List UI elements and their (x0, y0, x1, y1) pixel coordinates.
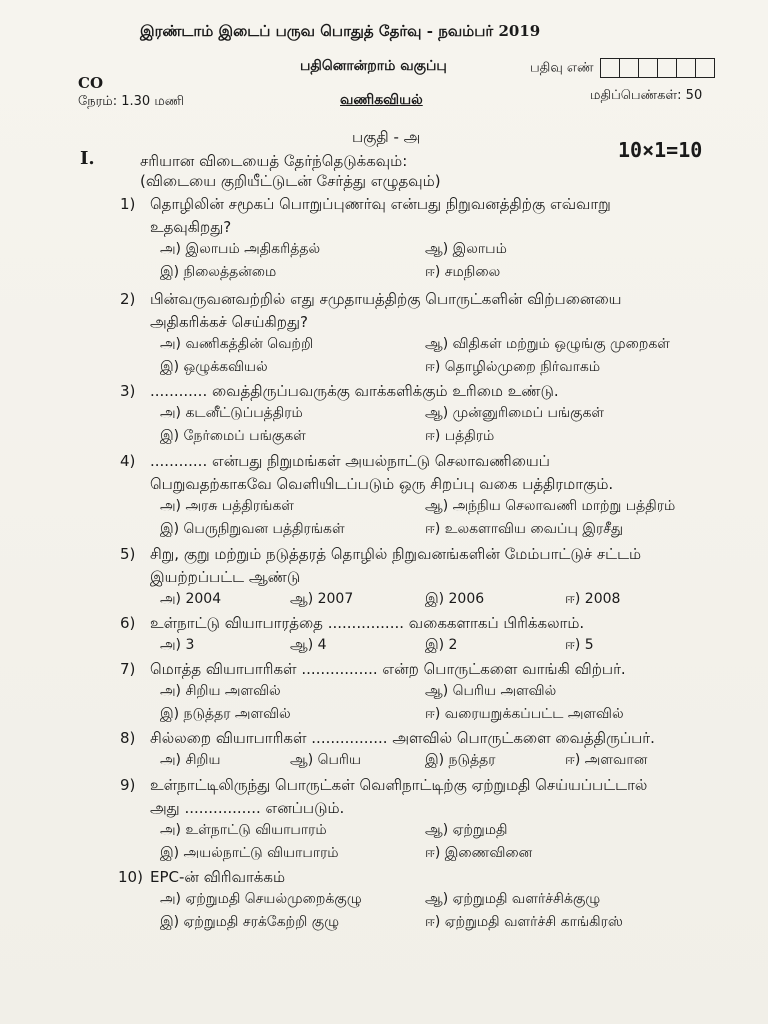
question-9-text-cont: அது ................ எனப்படும். (150, 799, 345, 817)
question-6-option-b: ஆ) 4 (290, 637, 327, 653)
question-5-text-cont: இயற்றப்பட்ட ஆண்டு (150, 568, 301, 586)
question-6-number: 6) (120, 614, 136, 632)
class-label: பதினொன்றாம் வகுப்பு (300, 58, 447, 74)
question-6-option-a: அ) 3 (160, 637, 195, 653)
question-2-option-d: ஈ) தொழில்முறை நிர்வாகம் (425, 359, 601, 375)
question-3-number: 3) (120, 382, 136, 400)
question-3-option-d: ஈ) பத்திரம் (425, 428, 495, 444)
question-6-option-c: இ) 2 (425, 637, 458, 653)
question-7-option-c: இ) நடுத்தர அளவில் (160, 706, 291, 722)
question-4-option-a: அ) அரசு பத்திரங்கள் (160, 498, 294, 514)
question-2-option-b: ஆ) விதிகள் மற்றும் ஒழுங்கு முறைகள் (425, 336, 670, 352)
question-2-text-cont: அதிகரிக்கச் செய்கிறது? (150, 313, 308, 331)
question-9-option-b: ஆ) ஏற்றுமதி (425, 822, 508, 838)
question-3-option-b: ஆ) முன்னுரிமைப் பங்குகள் (425, 405, 605, 421)
question-9-number: 9) (120, 776, 136, 794)
question-4-option-c: இ) பெருநிறுவன பத்திரங்கள் (160, 521, 345, 537)
question-5-option-b: ஆ) 2007 (290, 591, 354, 607)
register-boxes (600, 58, 715, 78)
question-10-text: EPC-ன் விரிவாக்கம் (150, 868, 286, 886)
instruction-line-1: சரியான விடையைத் தேர்ந்தெடுக்கவும்: (140, 152, 408, 170)
question-2-option-c: இ) ஒழுக்கவியல் (160, 359, 268, 375)
question-4-text: ............ என்பது நிறுமங்கள் அயல்நாட்டு செலாவணியைப் (150, 452, 550, 470)
exam-title: இரண்டாம் இடைப் பருவ பொதுத் தேர்வு - நவம்பர் 2019 (140, 22, 541, 40)
register-number-field (530, 58, 715, 78)
question-8-option-d: ஈ) அளவான (565, 752, 648, 768)
question-2-number: 2) (120, 290, 136, 308)
section-roman-number: I. (80, 148, 95, 169)
question-5-option-c: இ) 2006 (425, 591, 485, 607)
question-10-option-d: ஈ) ஏற்றுமதி வளர்ச்சி காங்கிரஸ் (425, 914, 623, 930)
question-1-option-c: இ) நிலைத்தன்மை (160, 264, 277, 280)
question-10-number: 10) (118, 868, 143, 886)
register-label: பதிவு எண் (530, 60, 594, 76)
question-5-option-a: அ) 2004 (160, 591, 222, 607)
question-2-text: பின்வருவனவற்றில் எது சமுதாயத்திற்கு பொருட்களின் விற்பனையை (150, 290, 622, 308)
question-8-number: 8) (120, 729, 136, 747)
question-7-number: 7) (120, 660, 136, 678)
subject-label: வணிகவியல் (340, 92, 423, 108)
question-1-option-d: ஈ) சமநிலை (425, 264, 501, 280)
question-1-text: தொழிலின் சமூகப் பொறுப்புணர்வு என்பது நிறுவனத்திற்கு எவ்வாறு (150, 195, 611, 213)
question-5-option-d: ஈ) 2008 (565, 591, 621, 607)
question-5-number: 5) (120, 545, 136, 563)
question-10-option-b: ஆ) ஏற்றுமதி வளர்ச்சிக்குழு (425, 891, 601, 907)
question-4-option-b: ஆ) அந்நிய செலாவணி மாற்று பத்திரம் (425, 498, 676, 514)
instruction-line-2: (விடையை குறியீட்டுடன் சேர்த்து எழுதவும்) (140, 172, 441, 190)
paper-code: CO (78, 74, 104, 92)
question-4-text-cont: பெறுவதற்காகவே வெளியிடப்படும் ஒரு சிறப்பு வகை பத்திரமாகும். (150, 475, 614, 493)
question-5-text: சிறு, குறு மற்றும் நடுத்தரத் தொழில் நிறுவனங்களின் மேம்பாட்டுச் சட்டம் (150, 545, 642, 563)
question-8-option-c: இ) நடுத்தர (425, 752, 496, 768)
question-3-option-c: இ) நேர்மைப் பங்குகள் (160, 428, 306, 444)
question-1-number: 1) (120, 195, 136, 213)
question-7-option-a: அ) சிறிய அளவில் (160, 683, 281, 699)
section-title: பகுதி - அ (352, 128, 421, 146)
question-8-option-b: ஆ) பெரிய (290, 752, 362, 768)
question-9-option-c: இ) அயல்நாட்டு வியாபாரம் (160, 845, 339, 861)
question-1-option-a: அ) இலாபம் அதிகரித்தல் (160, 241, 321, 257)
question-7-option-b: ஆ) பெரிய அளவில் (425, 683, 557, 699)
question-6-option-d: ஈ) 5 (565, 637, 594, 653)
time-label: நேரம்: 1.30 மணி (78, 94, 185, 109)
question-1-text-cont: உதவுகிறது? (150, 218, 232, 236)
question-4-option-d: ஈ) உலகளாவிய வைப்பு இரசீது (425, 521, 624, 537)
question-2-option-a: அ) வணிகத்தின் வெற்றி (160, 336, 314, 352)
question-9-option-a: அ) உள்நாட்டு வியாபாரம் (160, 822, 327, 838)
question-7-option-d: ஈ) வரையறுக்கப்பட்ட அளவில் (425, 706, 624, 722)
question-3-option-a: அ) கடனீட்டுப்பத்திரம் (160, 405, 303, 421)
question-1-option-b: ஆ) இலாபம் (425, 241, 507, 257)
question-10-option-c: இ) ஏற்றுமதி சரக்கேற்றி குழு (160, 914, 340, 930)
question-8-option-a: அ) சிறிய (160, 752, 221, 768)
question-4-number: 4) (120, 452, 136, 470)
max-marks: மதிப்பெண்கள்: 50 (590, 88, 703, 103)
question-7-text: மொத்த வியாபாரிகள் ................ என்ற பொருட்களை வாங்கி விற்பர். (150, 660, 626, 678)
question-6-text: உள்நாட்டு வியாபாரத்தை ................ வகைகளாகப் பிரிக்கலாம். (150, 614, 585, 632)
question-8-text: சில்லறை வியாபாரிகள் ................ அளவில் பொருட்களை வைத்திருப்பர். (150, 729, 655, 747)
question-3-text: ............ வைத்திருப்பவருக்கு வாக்களிக்கும் உரிமை உண்டு. (150, 382, 559, 400)
question-9-option-d: ஈ) இணைவினை (425, 845, 533, 861)
section-marks: 10×1=10 (618, 138, 703, 162)
question-10-option-a: அ) ஏற்றுமதி செயல்முறைக்குழு (160, 891, 362, 907)
question-9-text: உள்நாட்டிலிருந்து பொருட்கள் வெளிநாட்டிற்கு ஏற்றுமதி செய்யப்பட்டால் (150, 776, 648, 794)
